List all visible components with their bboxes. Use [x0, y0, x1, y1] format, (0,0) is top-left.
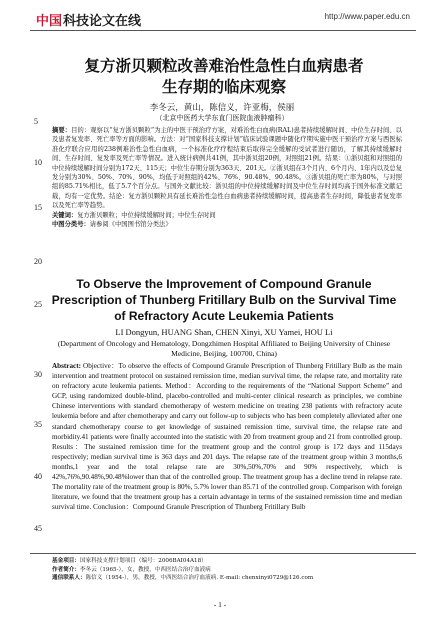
chinese-keywords-text: 复方浙贝颗粒；中位持续缓解时间；中位生存时间 — [77, 211, 216, 219]
chinese-keywords-label: 关键词： — [52, 211, 78, 219]
line-number: 25 — [34, 300, 42, 309]
author-label: 作者简介： — [52, 566, 80, 573]
page-number: - 1 - — [213, 600, 227, 609]
fund-footnote — [52, 557, 404, 566]
chinese-classification-text: 请参阅《中国图书馆分类法》 — [89, 221, 172, 229]
footnotes — [52, 557, 404, 583]
correspondence-label: 通信联系人： — [52, 575, 86, 582]
chinese-title-line-2: 生存期的临床观察 — [161, 78, 286, 96]
correspondence-footnote — [52, 574, 404, 583]
line-number: 20 — [34, 257, 42, 266]
site-url-link[interactable]: http://www.paper.edu.cn — [324, 12, 410, 21]
logo-main-text: 科技论文在线 — [63, 14, 142, 29]
line-number: 45 — [34, 524, 42, 533]
chinese-classification-label: 中图分类号： — [52, 221, 90, 229]
logo-china-text: 中国 — [36, 14, 63, 29]
english-authors: LI Dongyun, HUANG Shan, CHEN Xinyi, XU Yamei, HOU Li — [115, 327, 333, 337]
english-title: To Observe the Improvement of Compound Granule Prescription of Thunberg Fritillary Bulb on the Survival Time of Refractory Acute Leukemia Patients — [51, 277, 397, 323]
chinese-title — [48, 56, 400, 98]
line-number: 10 — [34, 158, 42, 167]
chinese-classification — [52, 220, 402, 229]
chinese-abstract-label: 摘要： — [52, 127, 72, 134]
chinese-title-line-1: 复方浙贝颗粒改善难治性急性白血病患者 — [84, 57, 364, 75]
fund-text: 国家科技支撑计划项目（编号：2006BAI04A18） — [79, 558, 207, 564]
english-affiliation: (Department of Oncology and Hematology, Dongzhimen Hospital Affiliated to Beijing University of Chinese Medicine, Beijing, 100700, China) — [57, 339, 391, 358]
header-rule — [30, 30, 416, 31]
chinese-authors: 李冬云，黄山，陈信义，许亚梅，侯丽 — [149, 103, 295, 113]
correspondence-text: 陈信义（1954-），男，教授，中西医结合治疗血液病. E-mail: chenxinyi0729@126.com — [85, 575, 314, 582]
author-text: 李冬云（1965-），女，教授，中西医结合治疗血液病 — [79, 566, 211, 573]
page-header — [0, 0, 440, 46]
chinese-abstract — [52, 126, 402, 211]
line-number: 30 — [34, 370, 42, 379]
fund-label: 基金项目： — [52, 558, 80, 564]
english-abstract-text: Objective：To observe the effects of Compound Granule Prescription of Thunberg Fritillary Bulb as the main intervention and treatment protocol on sustained remission time, median survival time, the relapse rate, and mortality rate on refractory acute leukemia patients. Method：According to the requirements of the “National Support Scheme” and GCP, using randomized double-blind, placebo-controlled and multi-center clinical research as principles, we combine Chinese interventions with standard chemotherapy of western medicine on treating 238 patients with refractory acute leukemia before and after chemotherapy and carry out follow-up to subjects who has been completely alleviated after one standard chemotherapy course to get knowledge of sustained remission time, survival time, the relapse rate and morbidity.41 patients were finally accounted into the statistic with 20 from treatment group and 21 from controlled group. Results：The sustained remission time for the treatment group and the control group is 172 days and 115days respectively; median survival time is 363 days and 201 days. The relapse rate of the treatment group within 3 months,6 months,1 year and the total relapse rate are 30%,50%,70% and 90% respectively, which is 42%,76%,90.48%,90.48%lower than that of the controlled group. The treatment group has a decline trend in relapse rate. The mortality rate of the treatment group is 80%, 5.7% lower than 85.71 of the controlled group. Comparison with foreign literature, we found that the treatment group has a certain advantage in terms of the sustained remission time and median survival time. Conclusion：Compound Granule Prescription of Thunberg Fritillary Bulb — [52, 362, 402, 512]
author-footnote — [52, 566, 404, 575]
line-number: 35 — [34, 420, 42, 429]
line-number: 15 — [34, 203, 42, 212]
english-abstract — [52, 361, 402, 512]
chinese-affiliation: （北京中医药大学东直门医院血液肿瘤科） — [155, 114, 289, 122]
site-logo[interactable] — [36, 10, 141, 29]
chinese-abstract-text: 目的：观察以“复方浙贝颗粒”为主的中医干预治疗方案，对难治性白血病(RAL)患者持续缓解时间、中位生存时间、以及患者复发率、死亡率等方面的影响。方法：对“国家科技支撑计划”临床试验课题中随化疗期实施中医干预治疗方案与西医标准化疗联合应用的238例难治性急性白血病，一个标准化疗疗程结束后取得完全缓解的受试者进行随访，了解其持续缓解时间、生存时间、复发率及死亡率等情况。进入统计病例共41例，其中浙贝组20例，对照组21例。结果：①浙贝组和对照组的中位持续缓解时间分别为172天、115天；中位生存期分别为363天、201天。②浙贝组在3个月内、6个月内、1年内以及总复发分别为30%、50%、70%、90%，均低于对照组的42%、76%、90.48%、90.48%。③浙贝组的死亡率为80%，与对照组的85.71%相比，低了5.7个百分点。与国外文献比较：浙贝组的中位持续缓解时间及中位生存时间均高于国外标准文献记载，均有一定优势。结论：复方浙贝颗粒具有延长难治性急性白血病患者持续缓解时间，提高患者生存时间，降低患者复发率以及死亡率等趋势。 — [52, 127, 402, 210]
chinese-abstract-block — [52, 126, 402, 229]
line-number: 40 — [34, 472, 42, 481]
chinese-keywords — [52, 211, 402, 220]
english-abstract-label: Abstract: — [52, 362, 81, 370]
footnote-rule — [30, 553, 416, 554]
line-number: 5 — [34, 117, 38, 126]
